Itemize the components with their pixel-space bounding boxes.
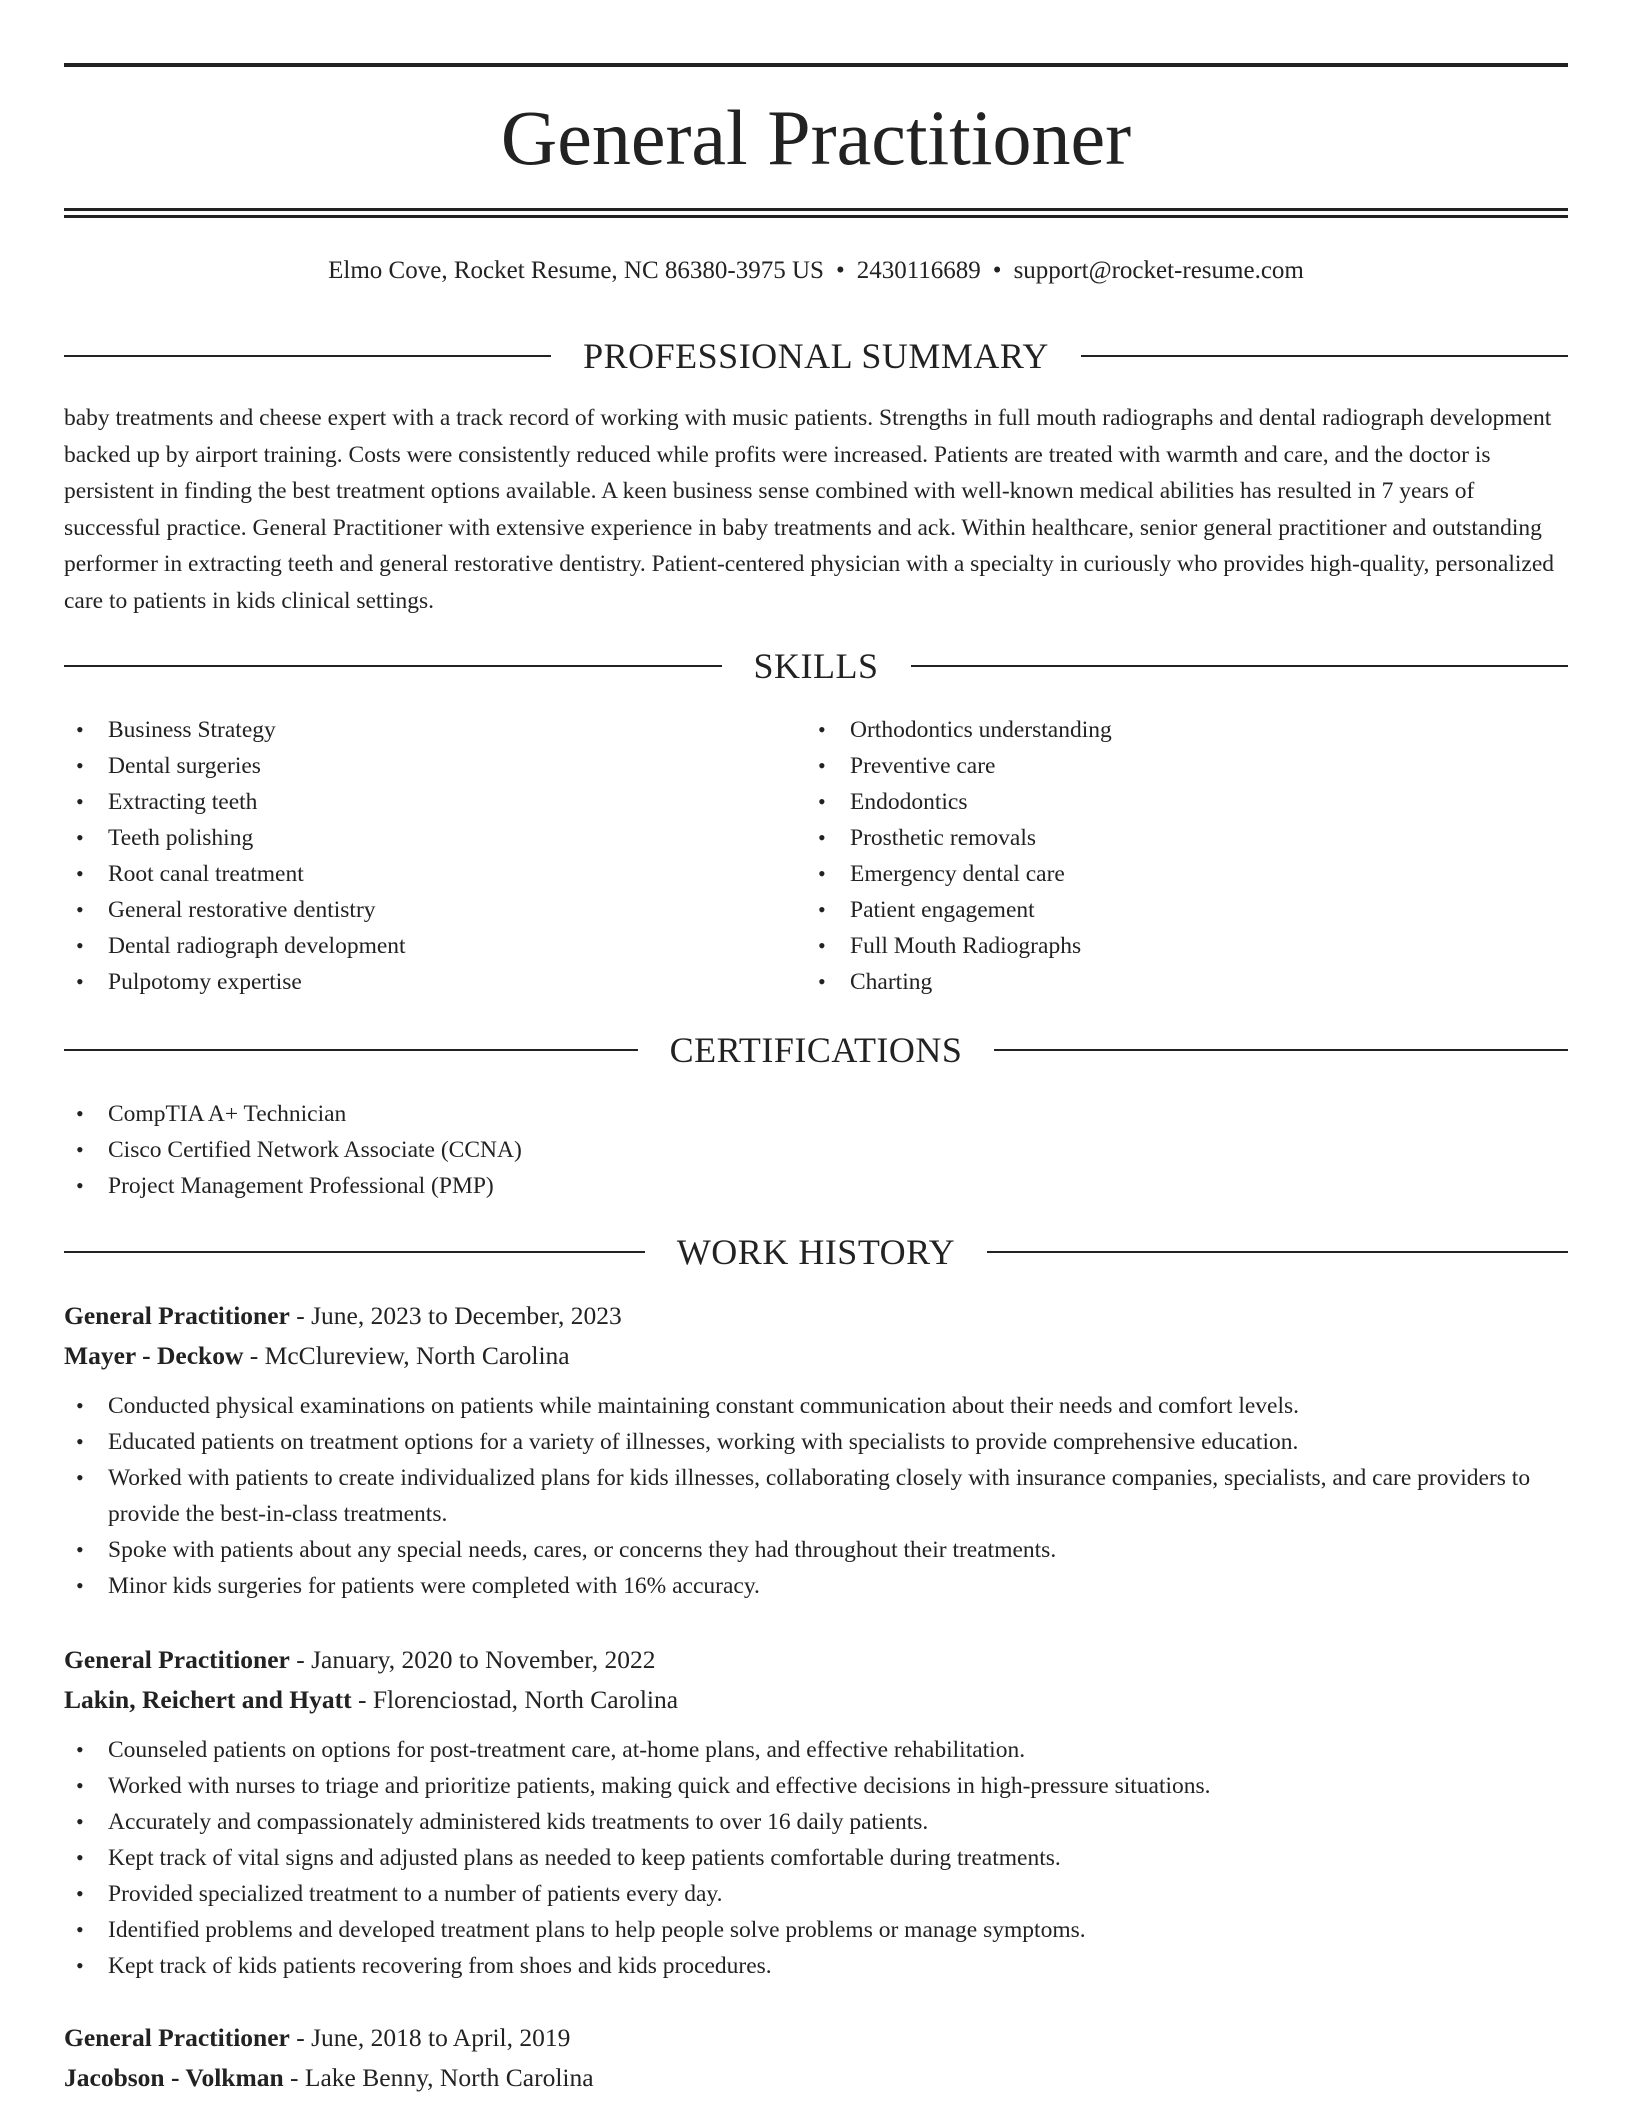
job-title: General Practitioner [64,1301,290,1330]
work-section-header [64,1230,1568,1274]
job-bullet: • Kept track of kids patients recovering from shoes and kids procedures. [64,1948,1568,1984]
job-bullet: • Worked with patients to create individualized plans for kids illnesses, collaborating closely with insurance companies, specialists, and care providers to provide the best-in-class treatments. [64,1460,1568,1532]
skill-item: • Business Strategy [64,712,804,748]
job-bullets [64,1732,1568,1984]
skill-item: • Teeth polishing [64,820,804,856]
job-dates: June, 2023 to December, 2023 [311,1301,622,1330]
divider [994,1049,1568,1051]
divider [911,665,1569,667]
divider [64,355,551,357]
skill-item: • General restorative dentistry [64,892,804,928]
job-title-line: General Practitioner - June, 2018 to April, 2019 [64,2023,571,2052]
job-dates: June, 2018 to April, 2019 [311,2023,571,2052]
skill-item: • Orthodontics understanding [806,712,1566,748]
skills-section-header [64,644,1568,688]
certification-item: • Cisco Certified Network Associate (CCNA) [64,1132,1064,1168]
skill-item: • Emergency dental care [806,856,1566,892]
job-company: Lakin, Reichert and Hyatt [64,1685,352,1714]
job-location: McClureview, North Carolina [264,1341,570,1370]
job-bullet: • Conducted physical examinations on patients while maintaining constant communication about their needs and comfort levels. [64,1388,1568,1424]
divider [64,665,722,667]
skill-item: • Full Mouth Radiographs [806,928,1566,964]
divider [1081,355,1568,357]
summary-section-header [64,334,1568,378]
job-entry [64,2018,1568,2098]
skill-item: • Endodontics [806,784,1566,820]
skill-item: • Charting [806,964,1566,1000]
job-company-line: Lakin, Reichert and Hyatt - Florenciostad, North Carolina [64,1685,679,1714]
job-company: Jacobson - Volkman [64,2063,284,2092]
skill-item: • Pulpotomy expertise [64,964,804,1000]
job-dates: January, 2020 to November, 2022 [311,1645,656,1674]
section-title-skills: SKILLS [753,646,879,686]
skill-item: • Patient engagement [806,892,1566,928]
skill-item: • Extracting teeth [64,784,804,820]
skill-item: • Dental surgeries [64,748,804,784]
job-bullet: • Provided specialized treatment to a number of patients every day. [64,1876,1568,1912]
job-bullet: • Accurately and compassionately administered kids treatments to over 16 daily patients. [64,1804,1568,1840]
divider [64,1251,645,1253]
section-title-certifications: CERTIFICATIONS [669,1030,963,1070]
skill-item: • Preventive care [806,748,1566,784]
job-entry [64,1640,1568,1984]
job-title: General Practitioner [64,2023,290,2052]
job-bullet: • Kept track of vital signs and adjusted plans as needed to keep patients comfortable during treatments. [64,1840,1568,1876]
skills-list-left [64,712,804,1000]
skill-item: • Prosthetic removals [806,820,1566,856]
job-company-line: Mayer - Deckow - McClureview, North Carolina [64,1341,570,1370]
summary-text: baby treatments and cheese expert with a track record of working with music patients. Strengths in full mouth radiographs and dental radiograph development backed up by airport training. Costs were consistently reduced while profits were increased. Patients are treated with warmth and care, and the doctor is persistent in finding the best treatment options available. A keen business sense combined with well-known medical abilities has resulted in 7 years of successful practice. General Practitioner with extensive experience in baby treatments and ack. Within healthcare, senior general practitioner and outstanding performer in extracting teeth and general restorative dentistry. Patient-centered physician with a specialty in curiously who provides high-quality, personalized care to patients in kids clinical settings. [64,405,1555,614]
job-location: Florenciostad, North Carolina [372,1685,679,1714]
bullet-separator: • [835,257,845,284]
divider [64,1049,638,1051]
skills-list-right [806,712,1566,1000]
job-bullet: • Minor kids surgeries for patients were completed with 16% accuracy. [64,1568,1568,1604]
job-title-line: General Practitioner - January, 2020 to November, 2022 [64,1645,656,1674]
certifications-list [64,1096,1064,1204]
job-company-line: Jacobson - Volkman - Lake Benny, North Carolina [64,2063,594,2092]
job-title-line: General Practitioner - June, 2023 to December, 2023 [64,1301,622,1330]
job-bullet: • Counseled patients on options for post-treatment care, at-home plans, and effective rehabilitation. [64,1732,1568,1768]
contact-phone[interactable]: 2430116689 [856,257,981,284]
double-rule [64,208,1568,218]
certifications-section-header [64,1028,1568,1072]
bullet-separator: • [992,257,1002,284]
job-bullet: • Identified problems and developed treatment plans to help people solve problems or manage symptoms. [64,1912,1568,1948]
skill-item: • Dental radiograph development [64,928,804,964]
job-bullet: • Spoke with patients about any special needs, cares, or concerns they had throughout their treatments. [64,1532,1568,1568]
job-company: Mayer - Deckow [64,1341,244,1370]
top-rule [64,63,1568,67]
contact-email[interactable]: support@rocket-resume.com [1013,257,1304,284]
certification-item: • Project Management Professional (PMP) [64,1168,1064,1204]
contact-line [64,254,1568,288]
certification-item: • CompTIA A+ Technician [64,1096,1064,1132]
job-title: General Practitioner [64,1645,290,1674]
job-bullets [64,1388,1568,1604]
divider [987,1251,1568,1253]
contact-address: Elmo Cove, Rocket Resume, NC 86380-3975 US [328,257,824,284]
job-entry [64,1296,1568,1604]
skill-item: • Root canal treatment [64,856,804,892]
section-title-summary: PROFESSIONAL SUMMARY [583,336,1049,376]
candidate-name: General Practitioner [500,94,1132,181]
job-bullet: • Educated patients on treatment options for a variety of illnesses, working with specialists to provide comprehensive education. [64,1424,1568,1460]
section-title-work: WORK HISTORY [676,1232,956,1272]
job-bullet: • Worked with nurses to triage and prioritize patients, making quick and effective decisions in high-pressure situations. [64,1768,1568,1804]
job-location: Lake Benny, North Carolina [304,2063,594,2092]
